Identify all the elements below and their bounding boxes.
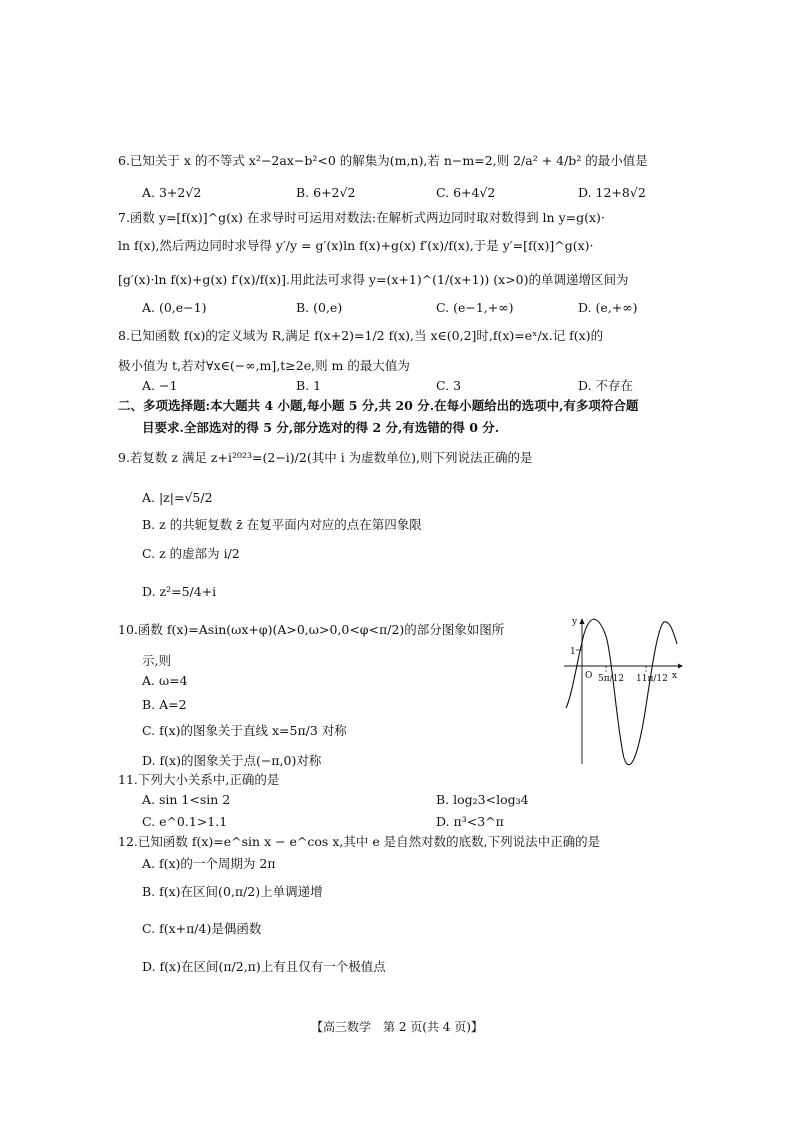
graph-x-arrow — [678, 664, 683, 669]
q7-line3: [g′(x)·ln f(x)+g(x) f′(x)/f(x)].用此法可求得 y=(x+1)^(1/(x+1)) (x>0)的单调递增区间为 — [118, 272, 629, 287]
q7-line1: 7.函数 y=[f(x)]^g(x) 在求导时可运用对数法:在解析式两边同时取对数得到 ln y=g(x)· — [118, 210, 605, 225]
graph-y-tick-label: 1 — [570, 647, 576, 657]
q8-line1: 8.已知函数 f(x)的定义域为 R,满足 f(x+2)=1/2 f(x),当 x∈(0,2]时,f(x)=eˣ/x.记 f(x)的 — [118, 328, 604, 343]
section2-heading-line2: 目要求.全部选对的得 5 分,部分选对的得 2 分,有选错的得 0 分. — [142, 420, 500, 435]
q6-option-d: D. 12+8√2 — [578, 185, 646, 200]
q6-option-a: A. 3+2√2 — [142, 185, 202, 200]
q6-stem: 6.已知关于 x 的不等式 x²−2ax−b²<0 的解集为(m,n),若 n−m=2,则 2/a² + 4/b² 的最小值是 — [118, 153, 648, 168]
q10-option-c: C. f(x)的图象关于直线 x=5π/3 对称 — [142, 723, 347, 738]
q8-option-c: C. 3 — [436, 378, 462, 393]
q11-stem: 11.下列大小关系中,正确的是 — [118, 772, 280, 787]
q12-option-c: C. f(x+π/4)是偶函数 — [142, 921, 262, 936]
q12-stem: 12.已知函数 f(x)=e^sin x − e^cos x,其中 e 是自然对数的底数,下列说法中正确的是 — [118, 834, 601, 849]
graph-origin-label: O — [585, 671, 593, 681]
q9-option-a: A. |z|=√5/2 — [142, 490, 213, 505]
graph-y-label: y — [572, 617, 578, 627]
q12-option-d: D. f(x)在区间(π/2,π)上有且仅有一个极值点 — [142, 959, 386, 974]
q12-option-b: B. f(x)在区间(0,π/2)上单调递增 — [142, 884, 323, 899]
q10-sine-graph — [560, 616, 684, 766]
graph-x-tick-2-label: 11π/12 — [636, 674, 668, 684]
q8-option-b: B. 1 — [296, 378, 322, 393]
q6-option-c: C. 6+4√2 — [436, 185, 496, 200]
q8-option-a: A. −1 — [142, 378, 178, 393]
q12-option-a: A. f(x)的一个周期为 2π — [142, 856, 276, 871]
q7-option-d: D. (e,+∞) — [578, 300, 638, 315]
q11-option-b: B. log₂3<log₃4 — [436, 792, 529, 807]
q7-option-a: A. (0,e−1) — [142, 300, 207, 315]
section2-heading-line1: 二、多项选择题:本大题共 4 小题,每小题 5 分,共 20 分.在每小题给出的选项中,有多项符合题 — [118, 398, 639, 413]
q7-option-b: B. (0,e) — [296, 300, 343, 315]
q10-line1: 10.函数 f(x)=Asin(ωx+φ)(A>0,ω>0,0<φ<π/2)的部分图象如图所 — [118, 622, 505, 637]
q10-line2: 示,则 — [142, 653, 171, 668]
q11-option-c: C. e^0.1>1.1 — [142, 814, 228, 829]
q8-option-d: D. 不存在 — [578, 378, 634, 393]
q10-option-a: A. ω=4 — [142, 673, 188, 688]
q9-stem: 9.若复数 z 满足 z+i²⁰²³=(2−i)/2(其中 i 为虚数单位),则下列说法正确的是 — [118, 450, 533, 465]
q6-option-b: B. 6+2√2 — [296, 185, 356, 200]
graph-x-tick-1-label: 5π/12 — [598, 674, 625, 684]
q11-option-d: D. π³<3^π — [436, 814, 504, 829]
q9-option-d: D. z²=5/4+i — [142, 584, 217, 599]
q8-line2: 极小值为 t,若对∀x∈(−∞,m],t≥2e,则 m 的最大值为 — [118, 358, 410, 373]
q11-option-a: A. sin 1<sin 2 — [142, 792, 231, 807]
graph-curve — [566, 619, 677, 765]
q10-option-b: B. A=2 — [142, 697, 187, 712]
q7-line2: ln f(x),然后两边同时求导得 y′/y = g′(x)ln f(x)+g(x) f′(x)/f(x),于是 y′=[f(x)]^g(x)· — [118, 238, 594, 253]
q7-option-c: C. (e−1,+∞) — [436, 300, 514, 315]
q9-option-c: C. z 的虚部为 i/2 — [142, 546, 240, 561]
graph-x-label: x — [672, 671, 678, 681]
graph-y-arrow — [580, 618, 585, 624]
page-footer: 【高三数学 第 2 页(共 4 页)】 — [311, 1020, 483, 1034]
q9-option-b: B. z 的共轭复数 z̄ 在复平面内对应的点在第四象限 — [142, 517, 422, 532]
q10-option-d: D. f(x)的图象关于点(−π,0)对称 — [142, 753, 322, 768]
